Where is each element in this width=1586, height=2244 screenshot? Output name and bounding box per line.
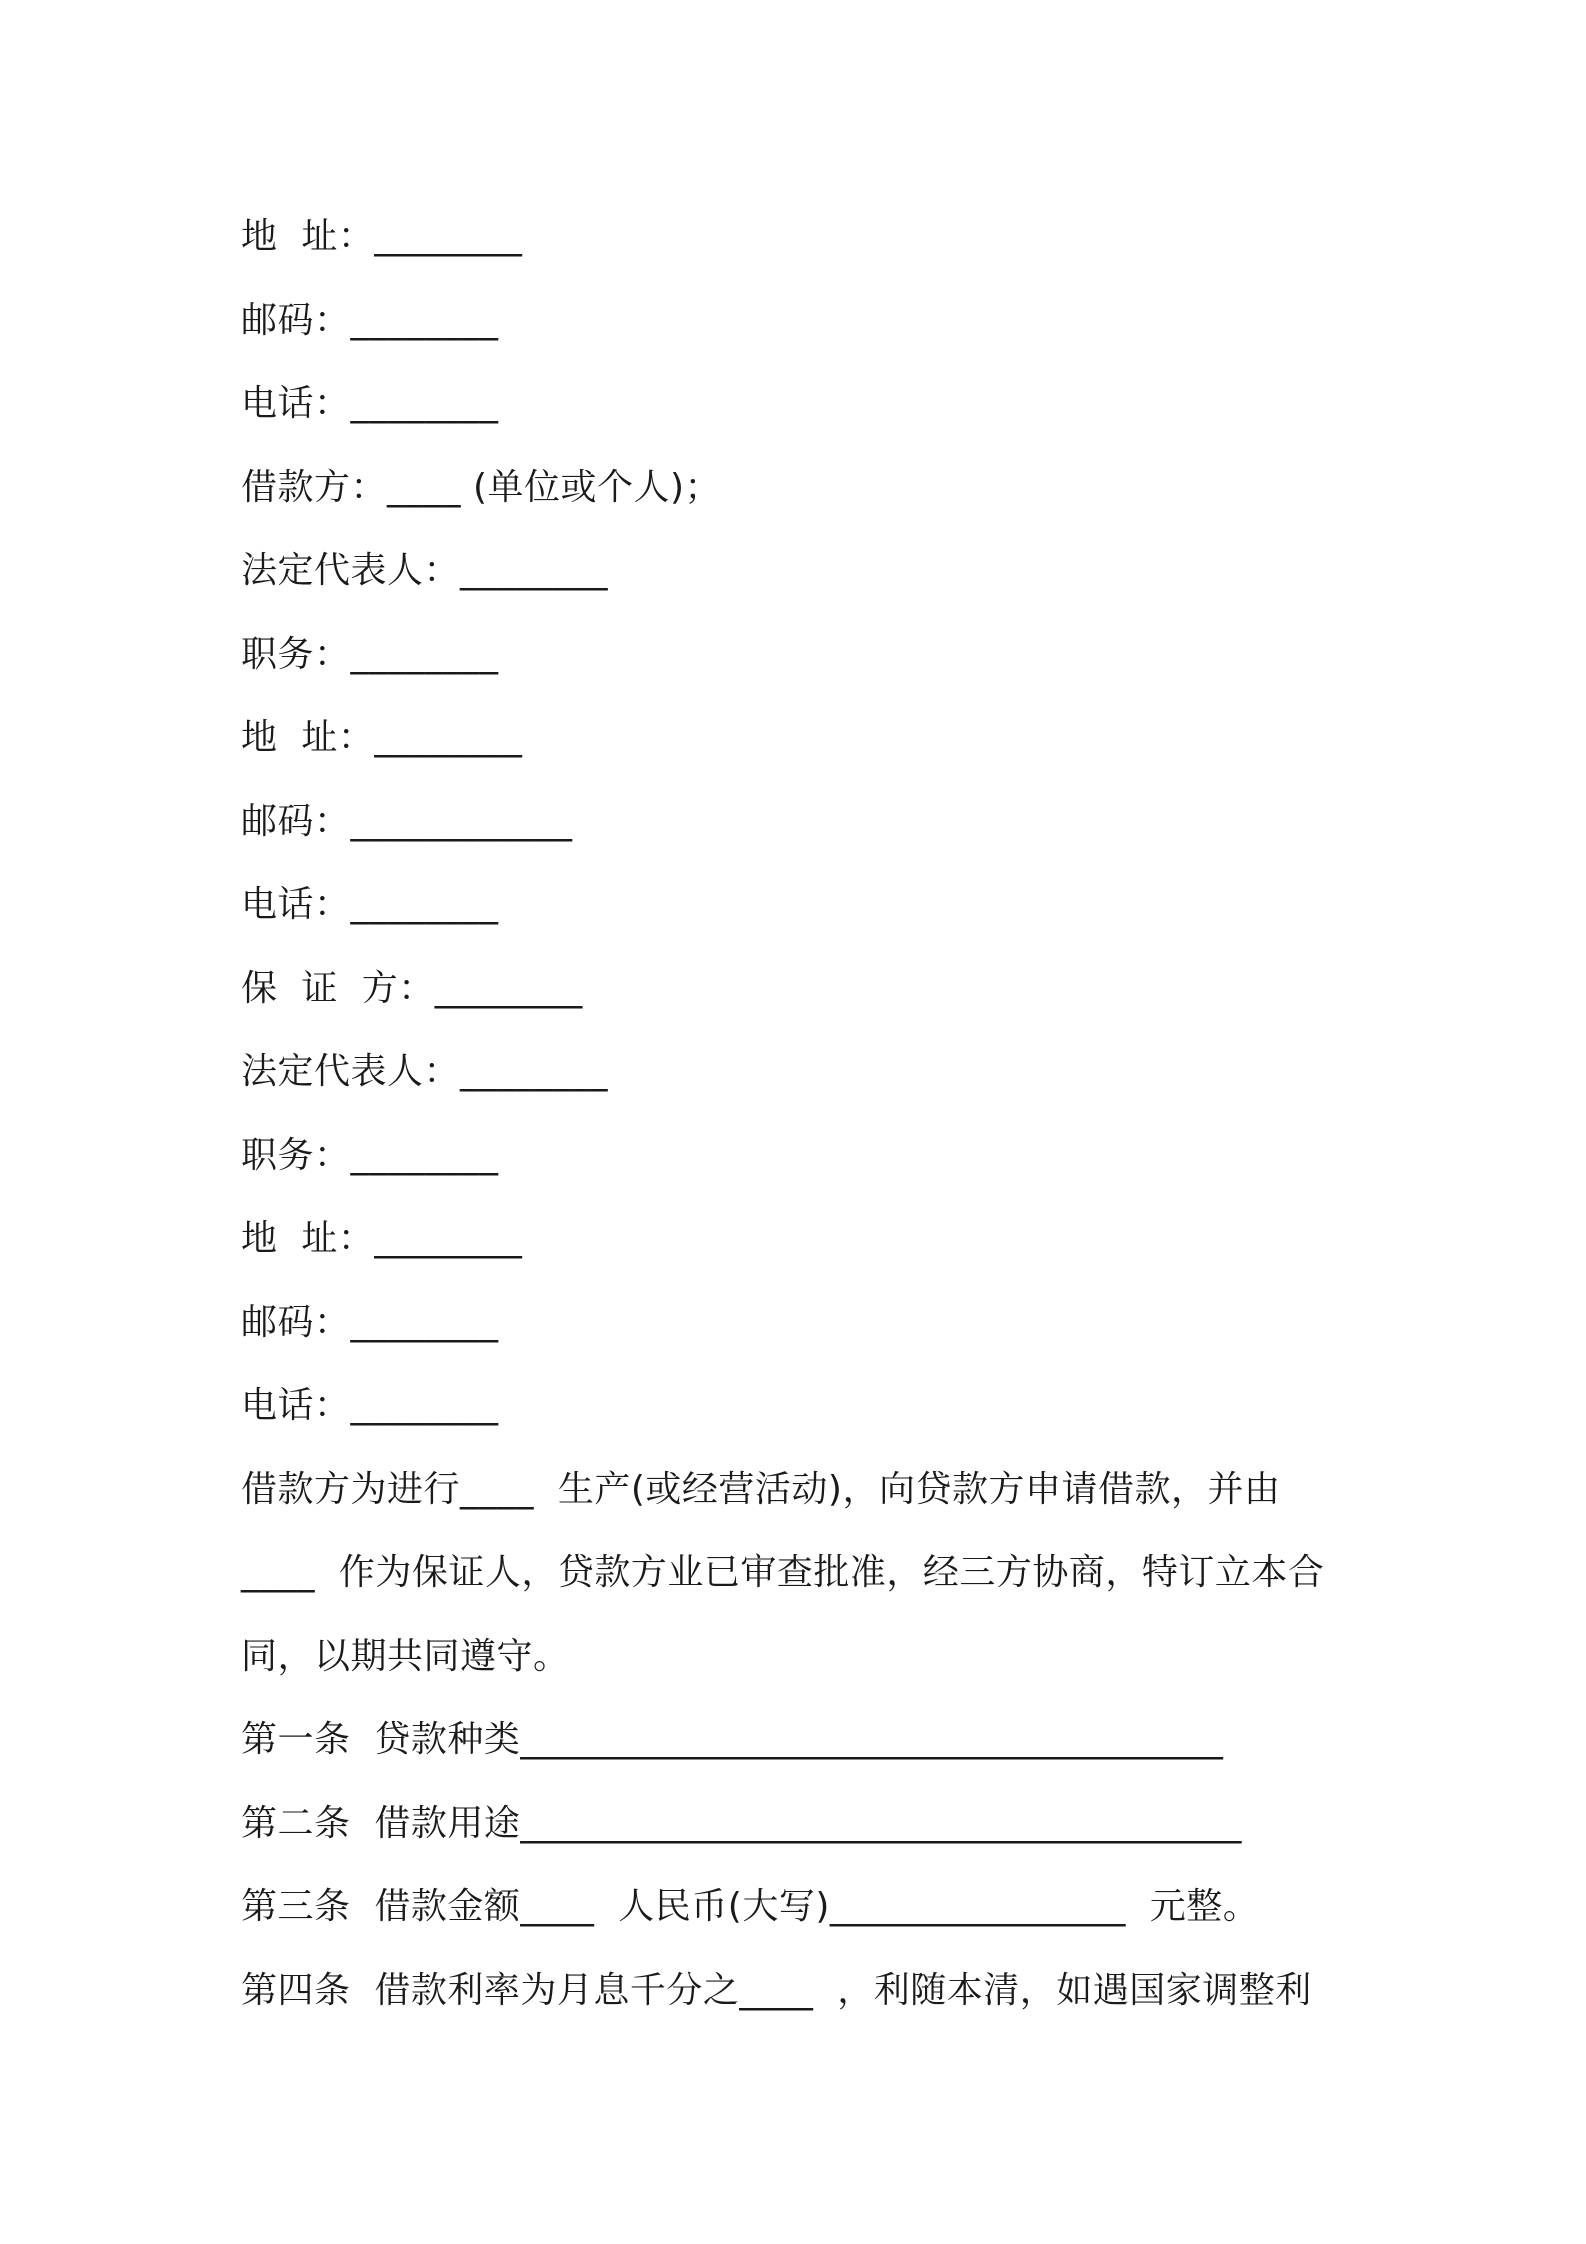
article-1-loan-type: 第一条 贷款种类______________________________________ xyxy=(241,1719,1224,1760)
preamble-line-3: 同，以期共同遵守。 xyxy=(241,1635,570,1677)
article-4-interest-rate: 第四条 借款利率为月息千分之____ ，利随本清，如遇国家调整利 xyxy=(241,1969,1312,2011)
document-body xyxy=(241,195,1361,2032)
preamble-line-1: 借款方为进行____ 生产(或经营活动)，向贷款方申请借款，并由 xyxy=(241,1468,1281,1510)
borrower-phone-line: 电话：________ xyxy=(241,884,499,925)
borrower-legal-rep-line: 法定代表人：________ xyxy=(241,550,609,591)
lender-address-line: 地 址：________ xyxy=(241,216,523,257)
guarantor-address-line: 地 址：________ xyxy=(241,1218,523,1259)
borrower-line: 借款方：____ (单位或个人)； xyxy=(241,466,722,508)
borrower-postcode-line: 邮码：____________ xyxy=(241,800,573,842)
guarantor-postcode-line: 邮码：________ xyxy=(241,1301,499,1343)
article-3-loan-amount: 第三条 借款金额____ 人民币(大写)________________ 元整。 xyxy=(241,1886,1260,1927)
borrower-address-line: 地 址：________ xyxy=(241,717,523,758)
guarantor-line: 保 证 方：________ xyxy=(241,967,583,1009)
article-2-loan-purpose: 第二条 借款用途_______________________________________ xyxy=(241,1802,1242,1844)
lender-postcode-line: 邮码：________ xyxy=(241,299,499,341)
guarantor-legal-rep-line: 法定代表人：________ xyxy=(241,1051,609,1092)
guarantor-phone-line: 电话：________ xyxy=(241,1385,499,1426)
borrower-position-line: 职务：________ xyxy=(241,633,499,675)
preamble-line-2: ____ 作为保证人，贷款方业已审查批准，经三方协商，特订立本合 xyxy=(241,1552,1325,1593)
lender-phone-line: 电话：________ xyxy=(241,383,499,424)
guarantor-position-line: 职务：________ xyxy=(241,1134,499,1176)
